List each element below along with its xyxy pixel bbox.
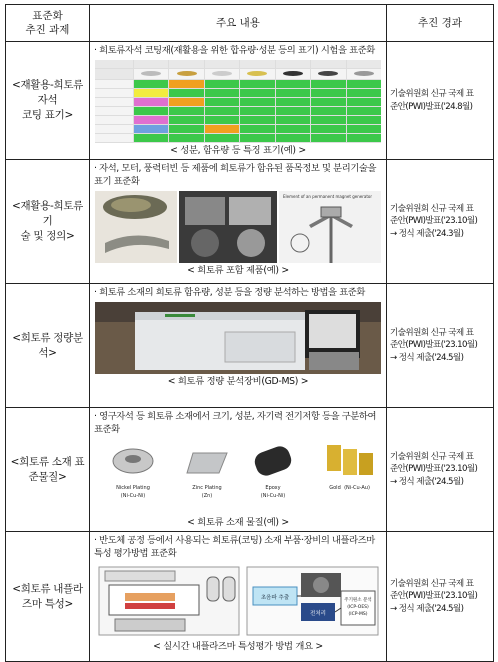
header-result: 추진 경과 [387, 5, 494, 42]
sample-sub: (Ni-Cu-Ni) [260, 493, 286, 499]
sample-sub: (Ni-Cu-Au) [344, 485, 370, 491]
row-description: 희토류자석 코팅재(재활용을 위한 합유량·성분 등의 표기) 시험을 표준화 [99, 45, 375, 56]
row-description: 자석, 모터, 풍력터빈 등 제품에 희토류가 함유된 품목정보 및 분리기술을 표기 표준화 [94, 163, 377, 187]
gdms-image [95, 302, 381, 374]
result-line: 준안(PWI)발표('23.10월) [390, 340, 478, 351]
product-images [95, 191, 381, 263]
result-line: 기술위원회 신규 국제 표 [390, 327, 474, 338]
content-cell: · 희토류자석 코팅재(재활용을 위한 합유량·성분 등의 표기) 시험을 표준화 < 성분, 함유량 등 특징 표기(예) > [90, 42, 387, 160]
result-line: 준안(PWI)발표('23.10월) [390, 591, 478, 602]
figure-label: Element of an permanent magnet generator [283, 194, 372, 199]
diagram-label: 전처리 [310, 611, 326, 617]
image-caption: < 희토류 소재 물질(예) > [187, 517, 289, 528]
sample-name: Epoxy [265, 485, 281, 491]
image-caption: < 성분, 함유량 등 특징 표기(예) > [170, 145, 306, 156]
table-row [6, 408, 494, 532]
result-line: → 정식 제출('24.5월) [390, 476, 464, 487]
result-cell [387, 42, 494, 160]
result-line: 준안(PWI)발표('23.10월) [390, 216, 478, 227]
result-line: 준안(PWI)발표('24.8월) [390, 101, 473, 112]
table-row [6, 160, 494, 284]
standardization-table [5, 4, 494, 662]
task-cell: <희토류 소재 표 준물질> [6, 408, 90, 532]
result-line: 기술위원회 신규 국제 표 [390, 451, 474, 462]
result-cell [387, 160, 494, 284]
products-illustration [95, 191, 381, 263]
header-task: 표준화 추진 과제 [6, 5, 90, 42]
row-description: 영구자석 등 희토류 소재에서 크기, 성분, 자기력 전기저항 등을 구분하여 표준화 [94, 411, 377, 435]
plasma-evaluation-diagram [95, 563, 381, 639]
result-line: 기술위원회 신규 국제 표 [390, 203, 474, 214]
result-line: → 정식 제출('24.3월) [390, 228, 464, 239]
result-line: 기술위원회 신규 국제 표 [390, 578, 474, 589]
row-description: 반도체 공정 등에서 사용되는 희토류(코팅) 소재 부품·장비의 내플라즈마 특성 평가방법 표준화 [94, 535, 375, 559]
header-row [6, 5, 494, 42]
table-row [6, 42, 494, 160]
image-caption: < 실시간 내플라즈마 특성평가 방법 개요 > [153, 641, 323, 652]
coating-table-image [95, 60, 381, 143]
table-row [6, 532, 494, 662]
sample-name: Nickel Plating [116, 485, 150, 491]
materials-image [95, 439, 381, 515]
result-line: 기술위원회 신규 국제 표 [390, 89, 474, 99]
content-cell: · 희토류 소재의 희토류 함유량, 성분 등을 정량 분석하는 방법을 표준화 < 희토류 정량 분석장비(GD-MS) > [90, 284, 387, 408]
content-cell: · 영구자석 등 희토류 소재에서 크기, 성분, 자기력 전기저항 등을 구분하여 표준화 Nickel Plating (Ni-Cu-Ni) Zinc Plating (Zn) Epoxy (Ni-Cu-Ni) Gold (Ni-Cu-Au) < 희토류 소재 물질(예) > [90, 408, 387, 532]
result-line: → 정식 제출('24.5월) [390, 352, 464, 363]
magnet-samples-photo [95, 439, 381, 515]
task-cell: <재활용-희토류 기 술 및 정의> [6, 160, 90, 284]
task-cell: <희토류 정량분 석> [6, 284, 90, 408]
table-row [6, 284, 494, 408]
result-line: → 정식 제출('24.5월) [390, 603, 464, 614]
sample-name: Gold [329, 485, 341, 491]
image-caption: < 희토류 정량 분석장비(GD-MS) > [167, 376, 309, 387]
diagram-label: 주기원소 분석 (ICP-OES) (ICP-MS) [344, 598, 372, 617]
result-line: 준안(PWI)발표('23.10월) [390, 464, 478, 475]
result-cell [387, 532, 494, 662]
task-cell: <희토류 내플라 즈마 특성> [6, 532, 90, 662]
content-cell: · 반도체 공정 등에서 사용되는 희토류(코팅) 소재 부품·장비의 내플라즈마 특성 평가방법 표준화 초음파 추출 전처리 주기원소 분석 (ICP-OES) (ICP-MS) < 실시간 내플라즈마 특성평가 방법 개요 > [90, 532, 387, 662]
sample-name: Zinc Plating [192, 485, 222, 491]
gdms-equipment-photo [95, 302, 381, 374]
header-content: 주요 내용 [90, 5, 387, 42]
plasma-diagram [95, 563, 381, 639]
image-caption: < 희토류 포함 제품(예) > [187, 265, 289, 276]
sample-sub: (Ni-Cu-Ni) [120, 493, 146, 499]
row-description: 희토류 소재의 희토류 함유량, 성분 등을 정량 분석하는 방법을 표준화 [99, 287, 365, 298]
content-cell: · 자석, 모터, 풍력터빈 등 제품에 희토류가 함유된 품목정보 및 분리기술을 표기 표준화 Element of an permanent magnet generator < 희토류 포함 제품(예) > [90, 160, 387, 284]
result-cell [387, 408, 494, 532]
task-cell: <재활용-희토류자석 코팅 표기> [6, 42, 90, 160]
sample-sub: (Zn) [201, 493, 213, 499]
diagram-label: 초음파 추출 [260, 595, 290, 601]
result-cell [387, 284, 494, 408]
